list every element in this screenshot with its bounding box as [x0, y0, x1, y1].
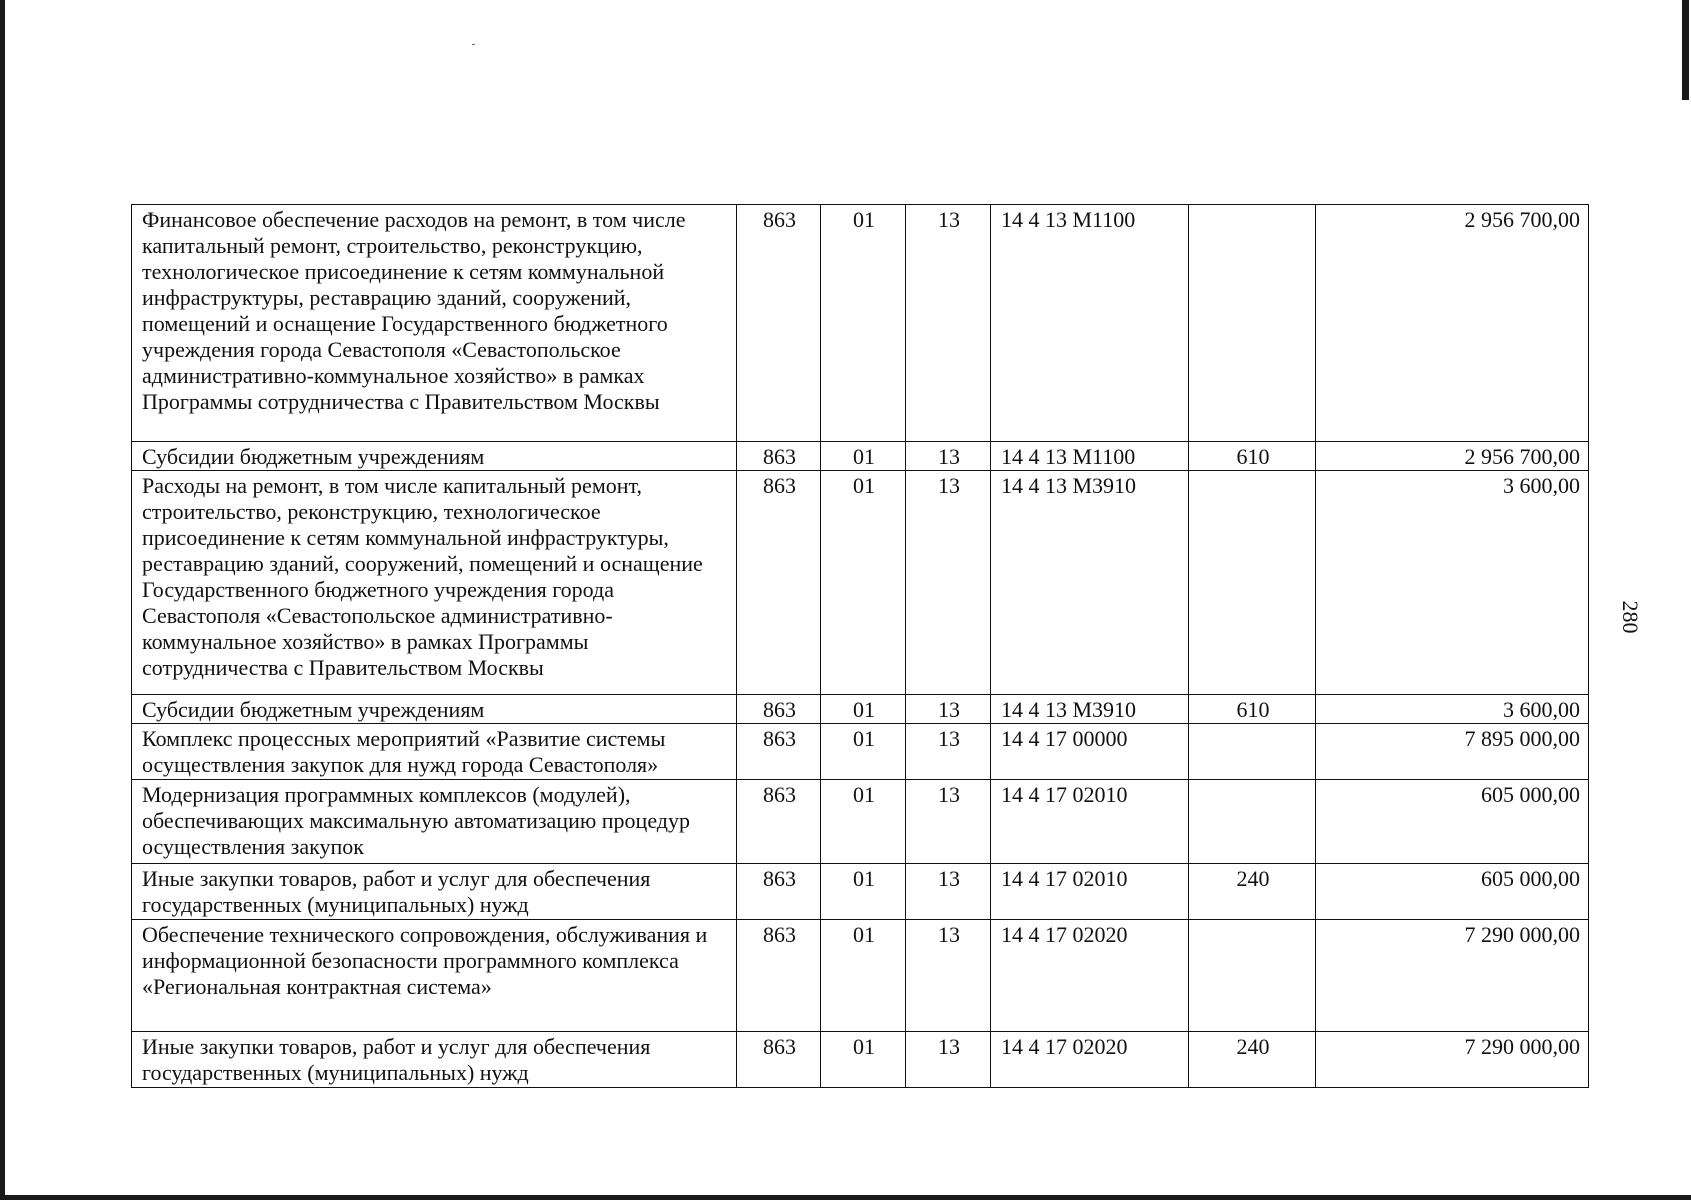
- amount: 605 000,00: [1316, 864, 1589, 920]
- ministry-code: 863: [737, 920, 821, 1032]
- table-row: [132, 724, 1589, 780]
- expense-type-code: [1189, 920, 1316, 1032]
- target-article-code: 14 4 17 02010: [991, 780, 1189, 864]
- scan-border-bottom: [0, 1195, 1691, 1200]
- ministry-code: 863: [737, 780, 821, 864]
- row-name: Модернизация программных комплексов (модулей), обеспечивающих максимальную автоматизацию процедур осуществления закупок: [132, 780, 737, 864]
- target-article-code: 14 4 17 02010: [991, 864, 1189, 920]
- section-code: 01: [821, 1032, 906, 1088]
- row-name: Обеспечение технического сопровождения, обслуживания и информационной безопасности программного комплекса «Региональная контрактная система»: [132, 920, 737, 1032]
- section-code: 01: [821, 864, 906, 920]
- amount: 3 600,00: [1316, 471, 1589, 695]
- expense-type-code: [1189, 471, 1316, 695]
- row-name: Субсидии бюджетным учреждениям: [132, 442, 737, 471]
- amount: 7 290 000,00: [1316, 1032, 1589, 1088]
- subsection-code: 13: [906, 205, 991, 442]
- table-row: [132, 205, 1589, 442]
- target-article-code: 14 4 17 02020: [991, 920, 1189, 1032]
- section-code: 01: [821, 920, 906, 1032]
- expense-type-code: 240: [1189, 864, 1316, 920]
- target-article-code: 14 4 13 М1100: [991, 205, 1189, 442]
- amount: 7 290 000,00: [1316, 920, 1589, 1032]
- page-number: 280: [1618, 600, 1643, 634]
- amount: 7 895 000,00: [1316, 724, 1589, 780]
- row-name: Иные закупки товаров, работ и услуг для обеспечения государственных (муниципальных) нужд: [132, 864, 737, 920]
- target-article-code: 14 4 17 02020: [991, 1032, 1189, 1088]
- target-article-code: 14 4 13 М1100: [991, 442, 1189, 471]
- amount: 2 956 700,00: [1316, 205, 1589, 442]
- ministry-code: 863: [737, 864, 821, 920]
- target-article-code: 14 4 13 М3910: [991, 695, 1189, 724]
- row-name: Субсидии бюджетным учреждениям: [132, 695, 737, 724]
- subsection-code: 13: [906, 780, 991, 864]
- section-code: 01: [821, 205, 906, 442]
- target-article-code: 14 4 13 М3910: [991, 471, 1189, 695]
- amount: 2 956 700,00: [1316, 442, 1589, 471]
- subsection-code: 13: [906, 695, 991, 724]
- expense-type-code: 610: [1189, 442, 1316, 471]
- expense-type-code: [1189, 780, 1316, 864]
- ministry-code: 863: [737, 471, 821, 695]
- subsection-code: 13: [906, 724, 991, 780]
- scan-speck: [472, 44, 475, 45]
- row-name: Финансовое обеспечение расходов на ремонт, в том числе капитальный ремонт, строительство, реконструкцию, технологическое присоединение к сетям коммунальной инфраструктуры, реставрацию зданий, сооружений, помещений и оснащение Государственного бюджетного учреждения города Севастополя «Севастопольское административно-коммунальное хозяйство» в рамках Программы сотрудничества с Правительством Москвы: [132, 205, 737, 442]
- amount: 605 000,00: [1316, 780, 1589, 864]
- section-code: 01: [821, 695, 906, 724]
- row-name: Расходы на ремонт, в том числе капитальный ремонт, строительство, реконструкцию, технологическое присоединение к сетям коммунальной инфраструктуры, реставрацию зданий, сооружений, помещений и оснащение Государственного бюджетного учреждения города Севастополя «Севастопольское административно-коммунальное хозяйство» в рамках Программы сотрудничества с Правительством Москвы: [132, 471, 737, 695]
- row-name: Иные закупки товаров, работ и услуг для обеспечения государственных (муниципальных) нужд: [132, 1032, 737, 1088]
- expense-type-code: [1189, 724, 1316, 780]
- scan-border-left: [0, 0, 5, 1200]
- section-code: 01: [821, 724, 906, 780]
- ministry-code: 863: [737, 724, 821, 780]
- amount: 3 600,00: [1316, 695, 1589, 724]
- expense-type-code: 610: [1189, 695, 1316, 724]
- expense-type-code: [1189, 205, 1316, 442]
- table-row: [132, 780, 1589, 864]
- table-row: [132, 920, 1589, 1032]
- subsection-code: 13: [906, 442, 991, 471]
- subsection-code: 13: [906, 864, 991, 920]
- subsection-code: 13: [906, 920, 991, 1032]
- section-code: 01: [821, 442, 906, 471]
- ministry-code: 863: [737, 442, 821, 471]
- scan-border-right: [1682, 0, 1689, 100]
- subsection-code: 13: [906, 1032, 991, 1088]
- table-row: [132, 442, 1589, 471]
- section-code: 01: [821, 780, 906, 864]
- table-row: [132, 695, 1589, 724]
- row-name: Комплекс процессных мероприятий «Развитие системы осуществления закупок для нужд города Севастополя»: [132, 724, 737, 780]
- subsection-code: 13: [906, 471, 991, 695]
- table-row: [132, 864, 1589, 920]
- ministry-code: 863: [737, 695, 821, 724]
- ministry-code: 863: [737, 1032, 821, 1088]
- table-row: [132, 1032, 1589, 1088]
- table-row: [132, 471, 1589, 695]
- ministry-code: 863: [737, 205, 821, 442]
- section-code: 01: [821, 471, 906, 695]
- budget-table: [131, 204, 1589, 1088]
- expense-type-code: 240: [1189, 1032, 1316, 1088]
- target-article-code: 14 4 17 00000: [991, 724, 1189, 780]
